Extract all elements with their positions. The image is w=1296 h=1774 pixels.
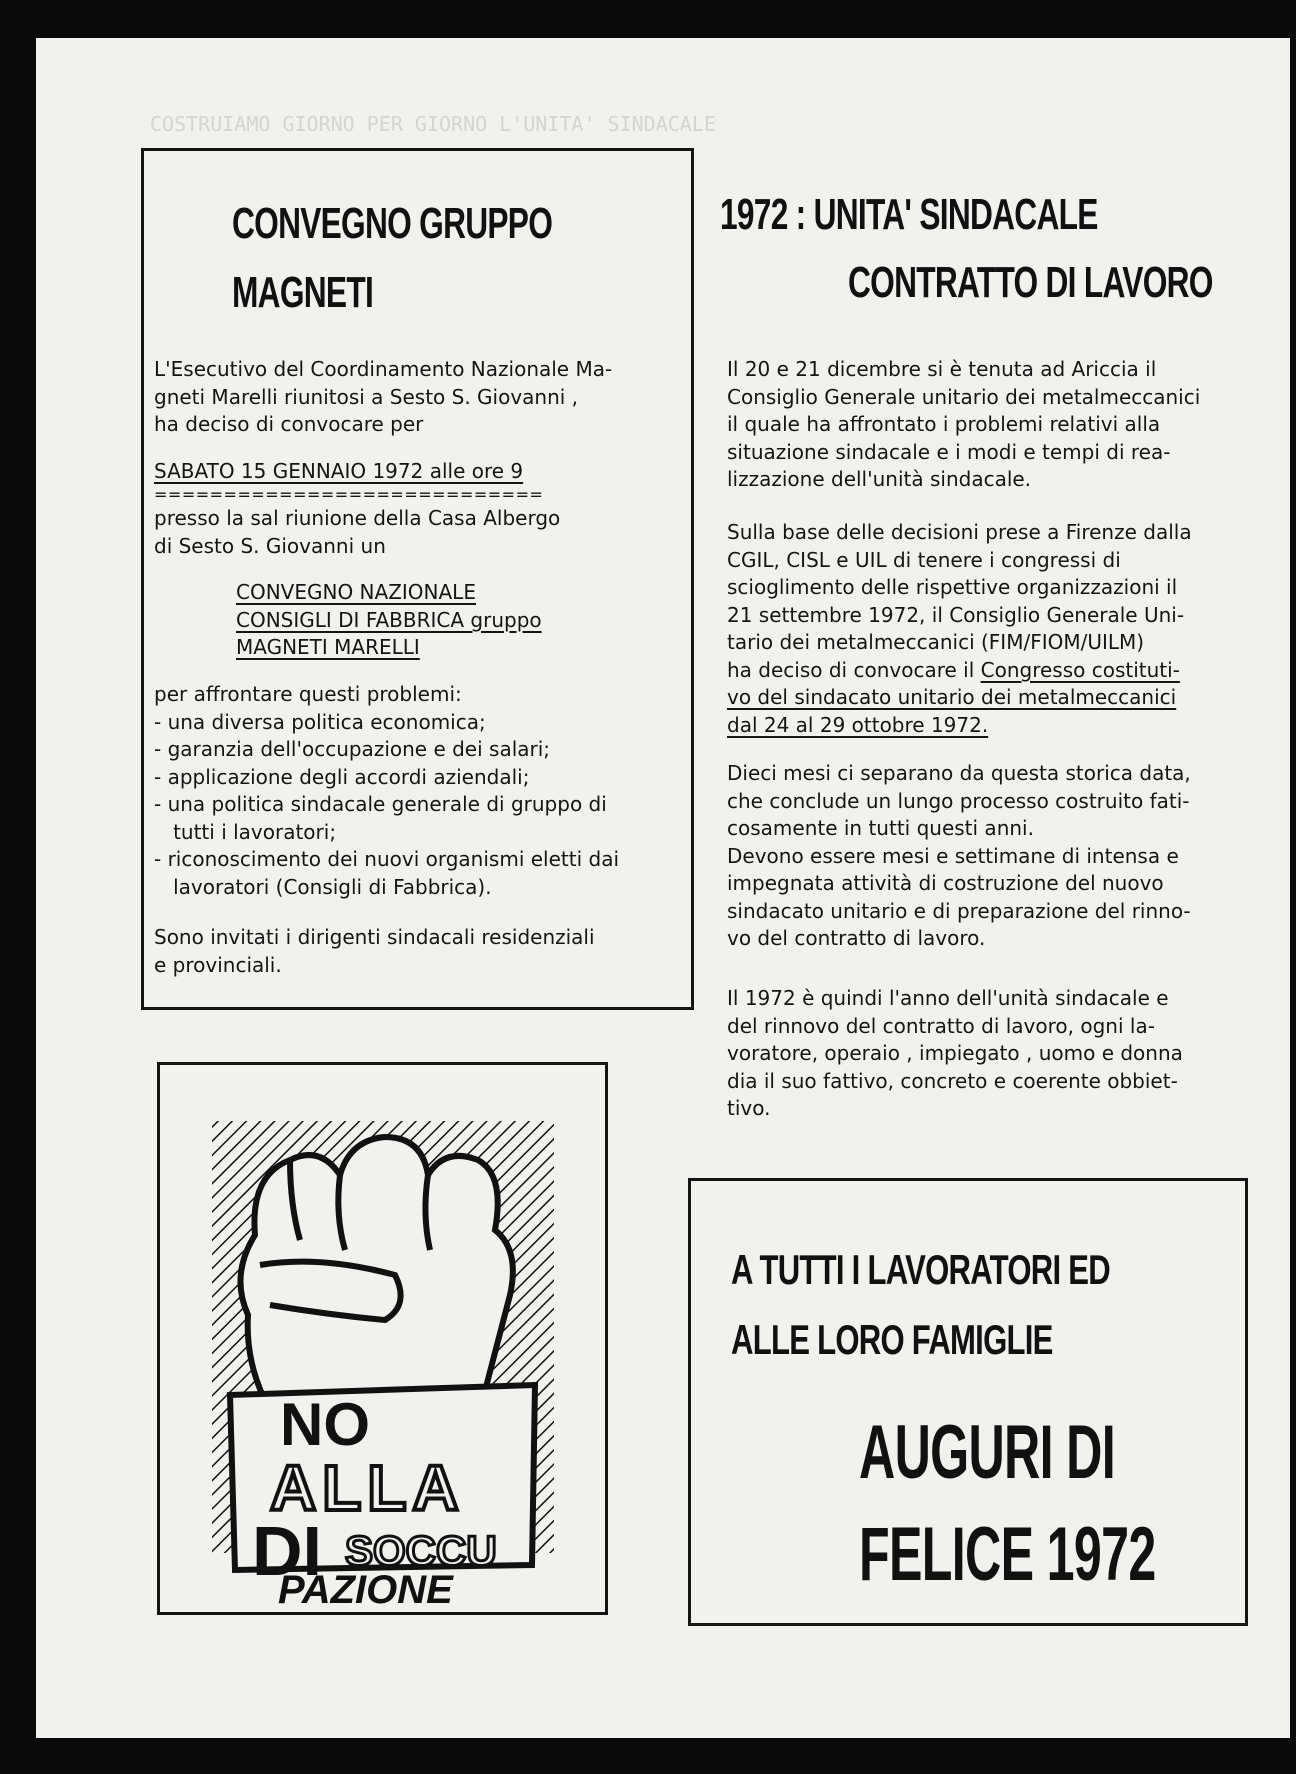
poster-word-soccu: SOCCU — [345, 1527, 497, 1574]
convegno-intro: L'Esecutivo del Coordinamento Nazionale Ma- gneti Marelli riunitosi a Sesto S. Giovanni , ha deciso di convocare per — [154, 357, 613, 436]
convegno-closing: Sono invitati i dirigenti sindacali residenziali e provinciali. — [154, 925, 595, 977]
poster-word-pazione: PAZIONE — [278, 1568, 453, 1612]
greeting-box — [688, 1178, 1248, 1626]
unita-para2: Sulla base delle decisioni prese a Firenze dalla CGIL, CISL e UIL di tenere i congressi di scioglimento delle rispettive organizzazioni il 21 settembre 1972, il Consiglio Generale Uni- tario dei metalmeccanici (FIM/FIOM/UILM) ha deciso di convocare il Congresso costituti- vo del sindacato unitario dei metalmeccanici dal 24 al 29 ottobre 1972. — [727, 520, 1192, 737]
convegno-title-line2: MAGNETI — [232, 268, 374, 317]
convegno-box — [141, 148, 694, 1010]
poster-box — [157, 1062, 608, 1615]
convegno-problems: per affrontare questi problemi: - una diversa politica economica; - garanzia dell'occupazione e dei salari; - applicazione degli accordi aziendali; - una politica sindacale generale di gruppo di tutti i lavoratori; - riconoscimento dei nuovi organismi eletti dai lavoratori (Consigli di Fabbrica). — [154, 682, 619, 899]
greeting-line2: ALLE LORO FAMIGLIE — [731, 1316, 1053, 1363]
greeting-line4: FELICE 1972 — [859, 1512, 1156, 1597]
unita-para1: Il 20 e 21 dicembre si è tenuta ad Ariccia il Consiglio Generale unitario dei metalmeccanici il quale ha affrontato i problemi relativi alla situazione sindacale e i modi e tempi di rea- lizzazione dell'unità sindacale. — [727, 357, 1201, 491]
unita-title-line2: CONTRATTO DI LAVORO — [848, 258, 1213, 307]
poster-word-no: NO — [280, 1391, 370, 1458]
greeting-line3: AUGURI DI — [859, 1410, 1116, 1495]
poster-illustration — [160, 1065, 605, 1612]
unita-title-line1: 1972 : UNITA' SINDACALE — [720, 190, 1098, 239]
convegno-title-line1: CONVEGNO GRUPPO — [232, 199, 553, 248]
greeting-line1: A TUTTI I LAVORATORI ED — [731, 1246, 1110, 1293]
convegno-presso: presso la sal riunione della Casa Albergo di Sesto S. Giovanni un — [154, 506, 561, 558]
unita-para3: Dieci mesi ci separano da questa storica data, che conclude un lungo processo costruito fati- cosamente in tutti questi anni. Devono essere mesi e settimane di intensa e impegnata attività di costruzione del nuovo sindacato unitario e di preparazione del rinno- vo del contratto di lavoro. — [727, 761, 1191, 950]
convegno-date: SABATO 15 GENNAIO 1972 alle ore 9 ============================ — [154, 459, 544, 504]
unita-para4: Il 1972 è quindi l'anno dell'unità sindacale e del rinnovo del contratto di lavoro, ogni la- voratore, operaio , impiegato , uomo e donna dia il suo fattivo, concreto e coerente obbiet- tivo. — [727, 986, 1183, 1120]
fist-icon — [240, 1137, 512, 1410]
bleed-through-text: COSTRUIAMO GIORNO PER GIORNO L'UNITA' SINDACALE — [150, 112, 716, 136]
convegno-event-name: CONVEGNO NAZIONALE CONSIGLI DI FABBRICA gruppo MAGNETI MARELLI — [236, 580, 542, 659]
poster-word-alla: ALLA — [270, 1452, 465, 1524]
poster-word-di: DI — [252, 1512, 322, 1590]
